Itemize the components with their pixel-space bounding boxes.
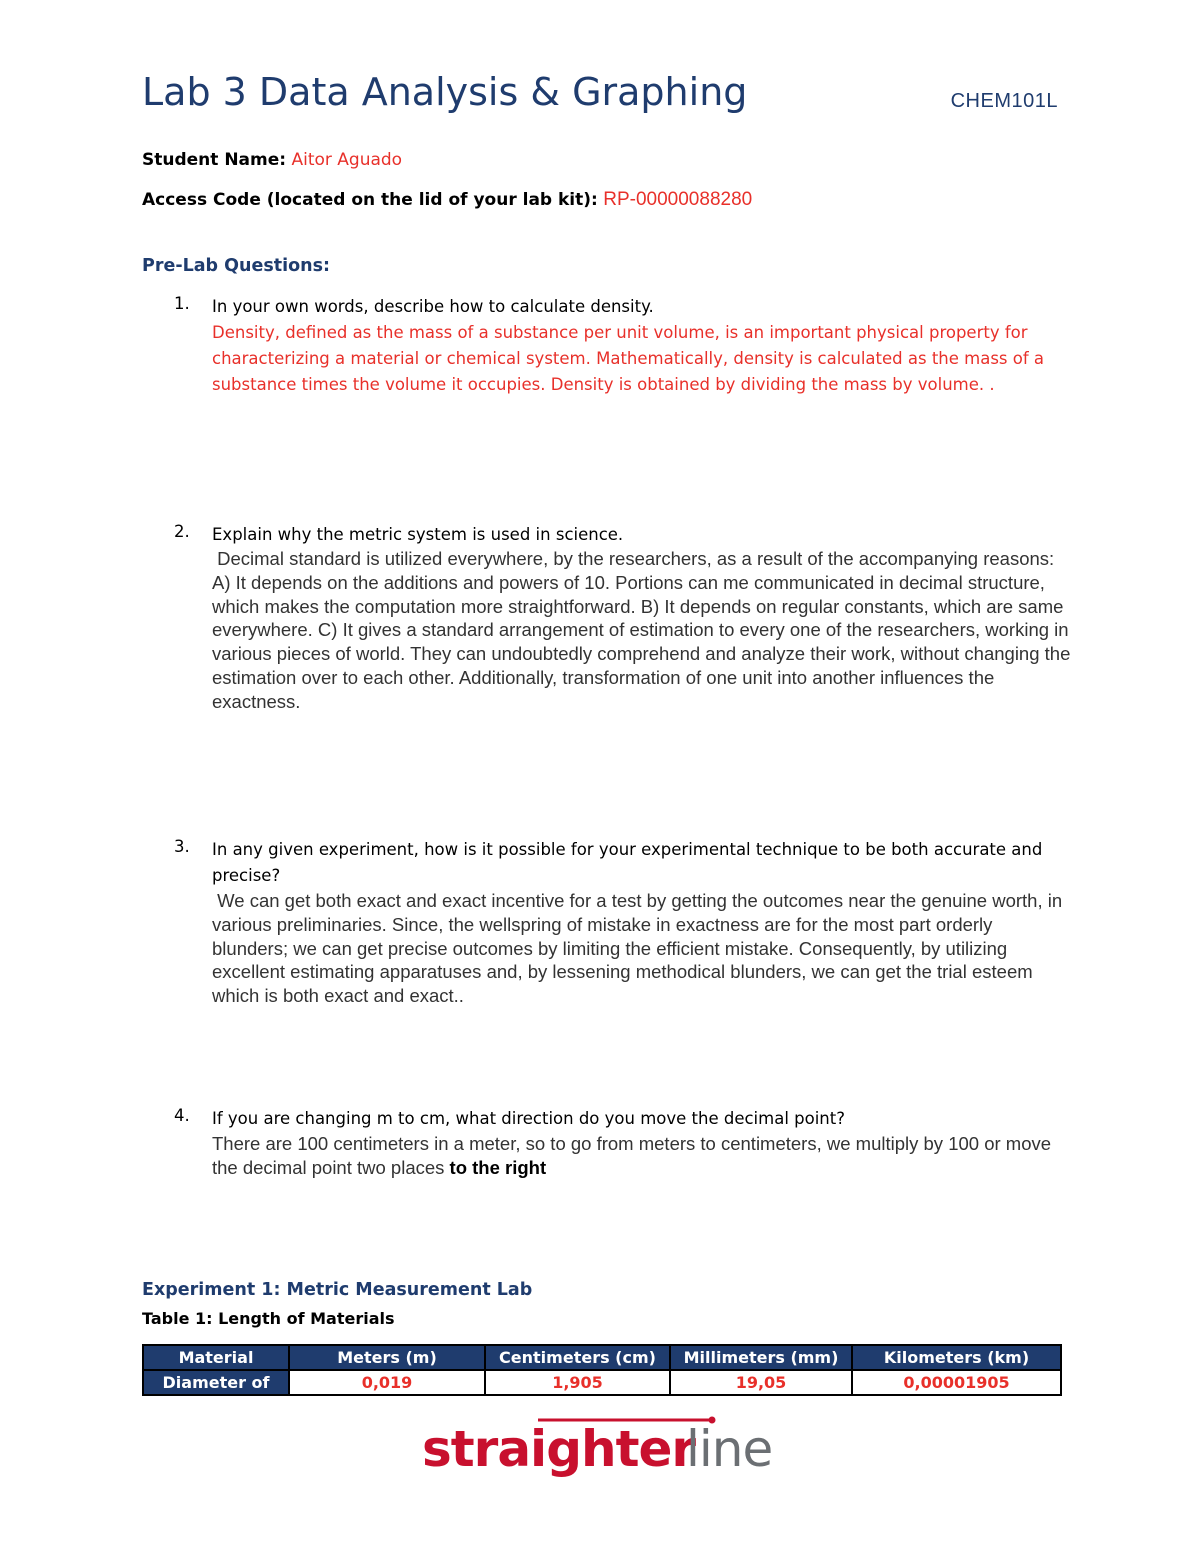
answer-text: Density, defined as the mass of a substance per unit volume, is an important physical property for characterizing a material or chemical system. Mathematically, density is calculated as the mass of a substance times the volume it occupies. Density is obtained by dividing the mass by volume. . xyxy=(212,323,1045,394)
student-name-label: Student Name: xyxy=(142,150,287,170)
column-header-millimeters: Millimeters (mm) xyxy=(670,1345,852,1370)
prelab-heading: Pre-Lab Questions: xyxy=(142,256,331,276)
question-number: 3. xyxy=(174,837,190,856)
question-1 xyxy=(174,294,1074,398)
column-header-kilometers: Kilometers (km) xyxy=(852,1345,1061,1370)
student-name-value: Aitor Aguado xyxy=(291,150,403,170)
table-header-row xyxy=(143,1345,1061,1370)
answer-text-bold: to the right xyxy=(449,1156,547,1178)
answer-text: Decimal standard is utilized everywhere, by the researchers, as a result of the accompanying reasons: A) It depends on the additions and powers of 10. Portions can me communicated in decimal structure, which makes the computation more straightforward. B) It depends on regular constants, which are same everywhere. C) It gives a standard arrangement of estimation to every one of the researchers, working in various pieces of world. They can undoubtedly comprehend and analyze their work, without changing the estimation over to each other. Additionally, transformation of one unit into another influences the exactness. xyxy=(212,548,1076,712)
question-text: Explain why the metric system is used in science. xyxy=(212,525,624,544)
course-code: CHEM101L xyxy=(950,90,1058,112)
logo-text-bold: straighter xyxy=(422,1420,696,1478)
column-header-centimeters: Centimeters (cm) xyxy=(485,1345,670,1370)
access-code-label: Access Code (located on the lid of your lab kit): xyxy=(142,190,598,210)
question-text: If you are changing m to cm, what direction do you move the decimal point? xyxy=(212,1109,845,1128)
cell-meters: 0,019 xyxy=(289,1370,485,1395)
answer-text: We can get both exact and exact incentive for a test by getting the outcomes near the genuine worth, in various preliminaries. Since, the wellspring of mistake in exactness are for the most part orderly blunders; we can get precise outcomes by limiting the efficient mistake. Consequently, by utilizing excellent estimating apparatuses and, by lessening methodical blunders, we can get the trial esteem which is both exact and exact.. xyxy=(212,890,1068,1007)
page-title: Lab 3 Data Analysis & Graphing xyxy=(142,70,748,114)
row-label: Diameter of xyxy=(143,1370,289,1395)
answer-text-main: There are 100 centimeters in a meter, so to go from meters to centimeters, we multiply by 100 or move the decimal point two places xyxy=(212,1133,1052,1178)
question-number: 1. xyxy=(174,294,190,313)
question-number: 2. xyxy=(174,522,190,541)
student-name-line xyxy=(142,150,402,170)
answer-text xyxy=(212,1132,1072,1180)
question-3 xyxy=(174,837,1074,1008)
table-caption: Table 1: Length of Materials xyxy=(142,1309,395,1328)
cell-kilometers: 0,00001905 xyxy=(852,1370,1061,1395)
column-header-meters: Meters (m) xyxy=(289,1345,485,1370)
column-header-material: Material xyxy=(143,1345,289,1370)
access-code-value: RP-00000088280 xyxy=(603,189,753,210)
table-row xyxy=(143,1370,1061,1395)
access-code-line xyxy=(142,189,752,211)
question-4 xyxy=(174,1106,1074,1180)
question-number: 4. xyxy=(174,1106,190,1125)
experiment-heading: Experiment 1: Metric Measurement Lab xyxy=(142,1280,533,1300)
question-text: In your own words, describe how to calculate density. xyxy=(212,297,654,316)
logo-text-light: line xyxy=(686,1420,773,1478)
question-2 xyxy=(174,522,1074,714)
cell-centimeters: 1,905 xyxy=(485,1370,670,1395)
cell-millimeters: 19,05 xyxy=(670,1370,852,1395)
question-text: In any given experiment, how is it possible for your experimental technique to be both accurate and precise? xyxy=(212,840,1043,885)
length-table xyxy=(142,1344,1062,1396)
straighterline-logo xyxy=(420,1414,790,1484)
